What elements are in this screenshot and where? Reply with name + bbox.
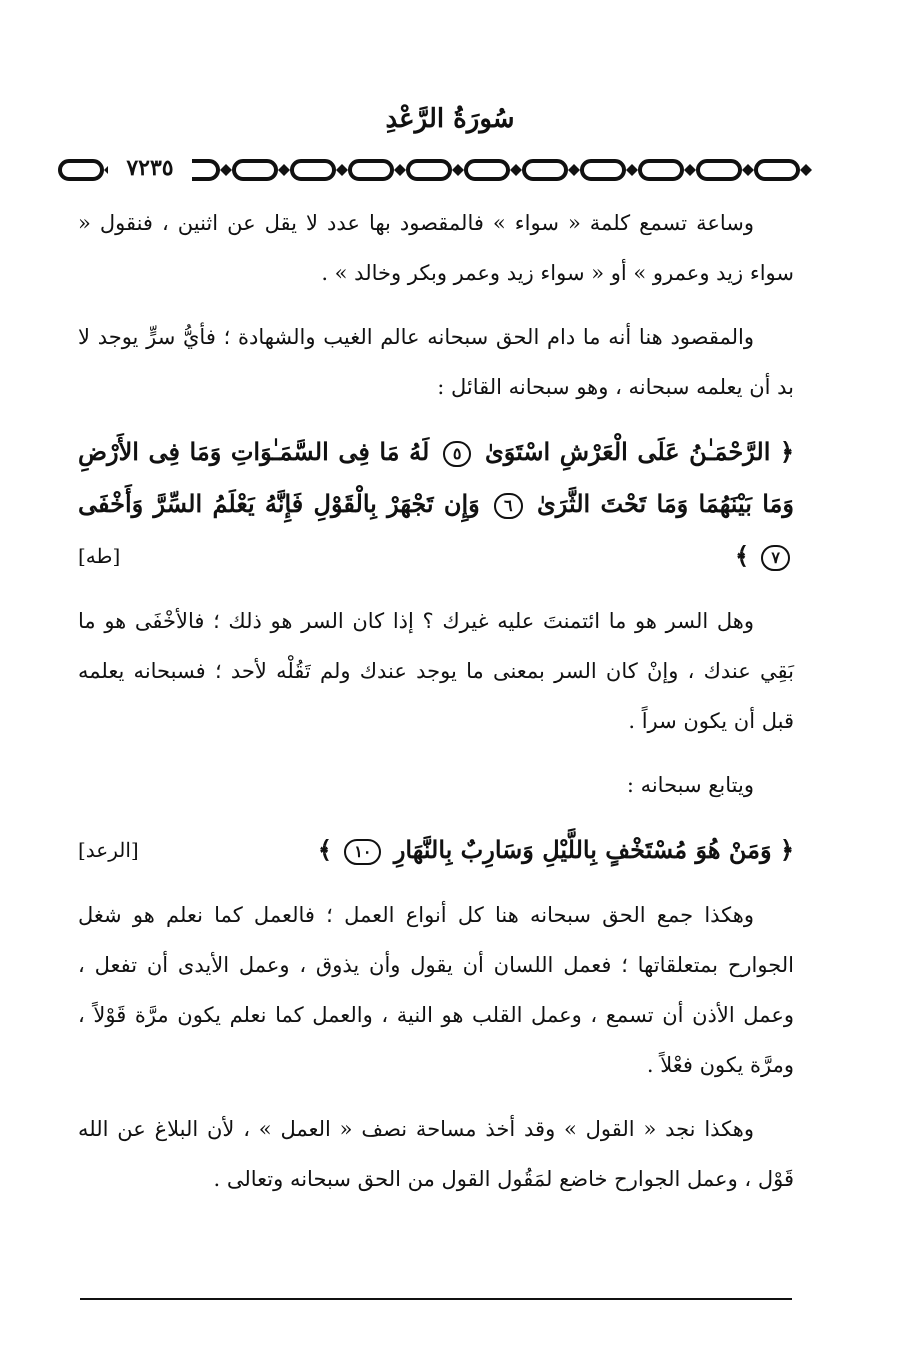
- diamond-ornament: [800, 164, 812, 176]
- ayah-number-marker: ١٠: [344, 839, 381, 865]
- verse-text: وَمَنْ هُوَ مُسْتَخْفٍ بِاللَّيْلِ وَسَارِبٌ بِالنَّهَارِ: [393, 835, 772, 864]
- paragraph-5: وهكذا جمع الحق سبحانه هنا كل أنواع العمل ؛ فالعمل كما نعلم هو شغل الجوارح بمتعلقاتها ؛ فعمل اللسان أن يقول وأن يذوق ، وعمل الأيدى أن تفعل ، وعمل الأذن أن تسمع ، وعمل القلب هو النية ، والعمل كما نعلم يكون مرَّة قَوْلاً ، ومرَّة يكون فعْلاً .: [78, 903, 794, 1077]
- paragraph-1: وساعة تسمع كلمة « سواء » فالمقصود بها عدد لا يقل عن اثنين ، فنقول « سواء زيد وعمرو » أو « سواء زيد وعمر وبكر وخالد » .: [78, 211, 794, 285]
- ayah-number-marker: ٥: [443, 441, 472, 467]
- verse-text-part-3: وَإِن تَجْهَرْ بِالْقَوْلِ فَإِنَّهُ يَعْلَمُ السِّرَّ وَأَخْفَى: [78, 489, 480, 518]
- verse-text-part-2: لَهُ مَا فِى السَّمَـٰوَاتِ وَمَا فِى الأَرْضِ وَمَا بَيْنَهُمَا وَمَا تَحْتَ الثَّرَىٰ: [78, 437, 795, 518]
- diamond-ornament: [626, 164, 638, 176]
- chain-link-ornament: [524, 161, 566, 179]
- diamond-ornament: [742, 164, 754, 176]
- verse-open-bracket: ﴿: [779, 835, 794, 864]
- diamond-ornament: [394, 164, 406, 176]
- paragraph-4: ويتابع سبحانه :: [626, 773, 754, 797]
- chain-link-ornament: [234, 161, 276, 179]
- ayah-number-marker: ٧: [761, 545, 790, 571]
- ayah-number-marker: ٦: [494, 493, 523, 519]
- verse-close-bracket: ﴾: [734, 541, 750, 570]
- chain-link-ornament: [408, 161, 450, 179]
- chain-link-ornament: [582, 161, 624, 179]
- paragraph-3: وهل السر هو ما ائتمنتَ عليه غيرك ؟ إذا كان السر هو ذلك ؛ فالأخْفَى هو ما بَقِي عندك ، وإنْ كان السر بمعنى ما يوجد عندك ولم تَقُلْه لأحد ؛ فسبحانه يعلمه قبل أن يكون سراً .: [78, 609, 794, 733]
- diamond-ornament: [336, 164, 348, 176]
- surah-reference: [طه]: [78, 544, 121, 568]
- chain-link-ornament: [698, 161, 740, 179]
- quran-verse-taha: [78, 426, 794, 582]
- diamond-ornament: [278, 164, 290, 176]
- paragraph-6: وهكذا نجد « القول » وقد أخذ مساحة نصف « العمل » ، لأن البلاغ عن الله قَوْل ، وعمل الجوارح خاضع لمَقُول القول من الحق سبحانه وتعالى .: [78, 1117, 794, 1191]
- footer-rule: [80, 1298, 792, 1300]
- surah-title: سُورَةُ الرَّعْدِ: [385, 104, 515, 134]
- diamond-ornament: [568, 164, 580, 176]
- diamond-ornament: [452, 164, 464, 176]
- chain-link-ornament: [466, 161, 508, 179]
- verse-close-bracket: ﴾: [317, 835, 332, 864]
- verse-open-bracket: ﴿: [779, 437, 795, 466]
- quran-verse-ar-raad: [78, 824, 794, 876]
- page-number: ٧٢٣٥: [108, 151, 192, 185]
- chain-link-ornament: [60, 161, 102, 179]
- page-body: [78, 198, 794, 1218]
- paragraph-2: والمقصود هنا أنه ما دام الحق سبحانه عالم الغيب والشهادة ؛ فأيُّ سرٍّ يوجد لا بد أن يعلمه سبحانه ، وهو سبحانه القائل :: [78, 325, 794, 399]
- diamond-ornament: [510, 164, 522, 176]
- verse-text-part-1: الرَّحْمَـٰنُ عَلَى الْعَرْشِ اسْتَوَىٰ: [484, 437, 771, 466]
- chain-link-ornament: [756, 161, 798, 179]
- diamond-ornament: [684, 164, 696, 176]
- chain-link-ornament: [640, 161, 682, 179]
- verse-content: [318, 824, 794, 876]
- diamond-ornament: [220, 164, 232, 176]
- surah-reference: [الرعد]: [78, 838, 139, 862]
- chain-link-ornament: [292, 161, 334, 179]
- chain-link-ornament: [350, 161, 392, 179]
